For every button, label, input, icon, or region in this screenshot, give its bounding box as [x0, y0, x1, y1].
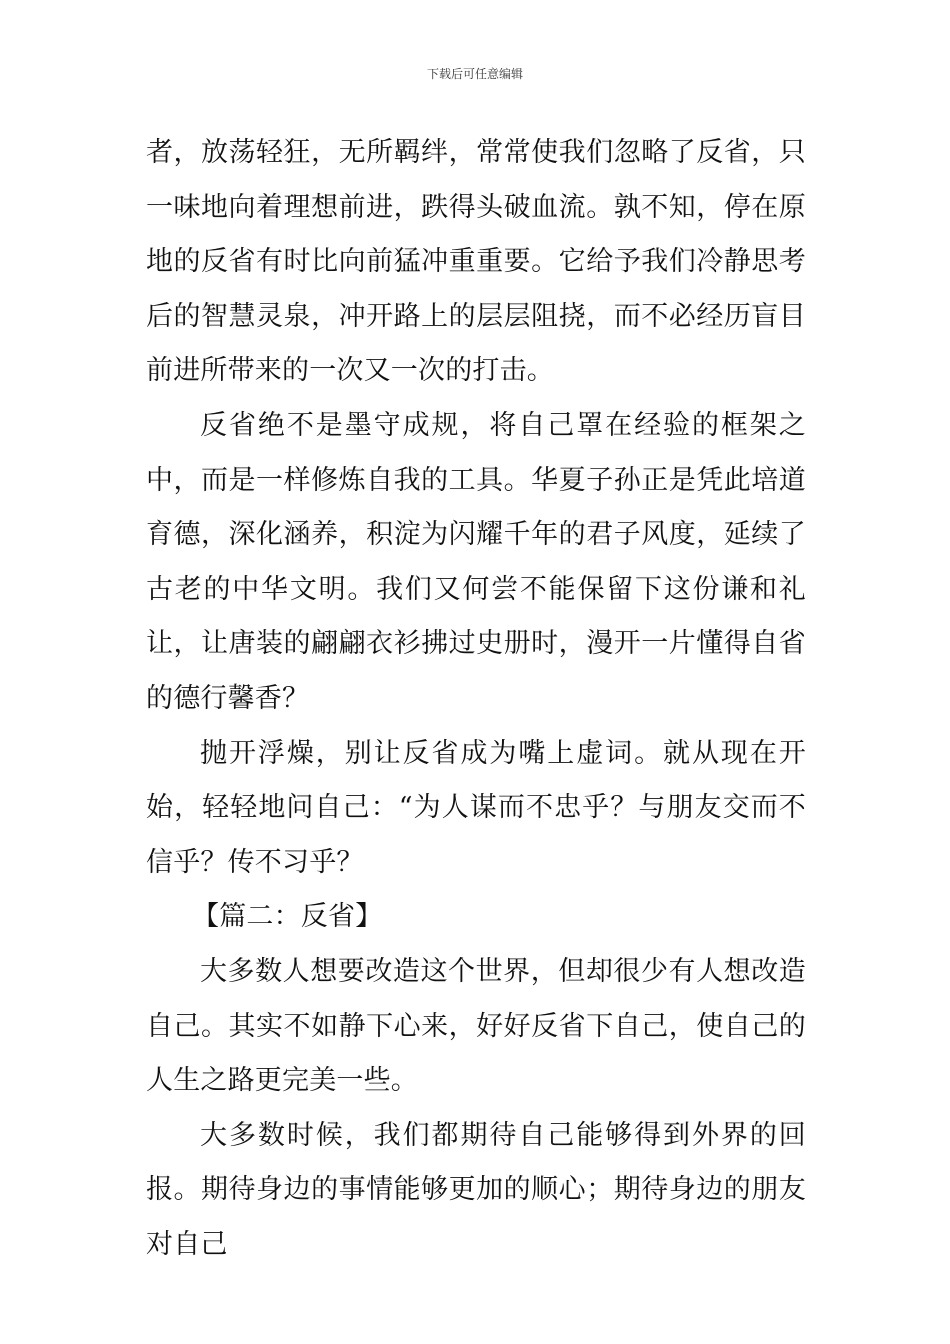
paragraph-2: 反省绝不是墨守成规，将自己罩在经验的框架之中，而是一样修炼自我的工具。华夏子孙正是凭此培道育德，深化涵养，积淀为闪耀千年的君子风度，延续了古老的中华文明。我们又何尝不能保留下这份谦和礼让，让唐装的翩翩衣衫拂过史册时，漫开一片懂得自省的德行馨香？ — [146, 409, 806, 714]
document-body — [146, 126, 806, 1272]
page-header: 下载后可任意编辑 — [426, 67, 523, 81]
paragraph-4: 大多数人想要改造这个世界，但却很少有人想改造自己。其实不如静下心来，好好反省下自己，使自己的人生之路更完美一些。 — [146, 955, 806, 1097]
paragraph-1: 者，放荡轻狂，无所羁绊，常常使我们忽略了反省，只一味地向着理想前进，跌得头破血流。孰不知，停在原地的反省有时比向前猛冲重重要。它给予我们冷静思考后的智慧灵泉，冲开路上的层层阻挠，而不必经历盲目前进所带来的一次又一次的打击。 — [146, 137, 806, 387]
section-heading: 【篇二：反省】 — [192, 901, 383, 933]
paragraph-5: 大多数时候，我们都期待自己能够得到外界的回报。期待身边的事情能够更加的顺心；期待身边的朋友对自己 — [146, 1119, 806, 1260]
paragraph-3: 抛开浮燥，别让反省成为嘴上虚词。就从现在开始，轻轻地问自己：“为人谋而不忠乎？与朋友交而不信乎？传不习乎？ — [146, 737, 806, 878]
